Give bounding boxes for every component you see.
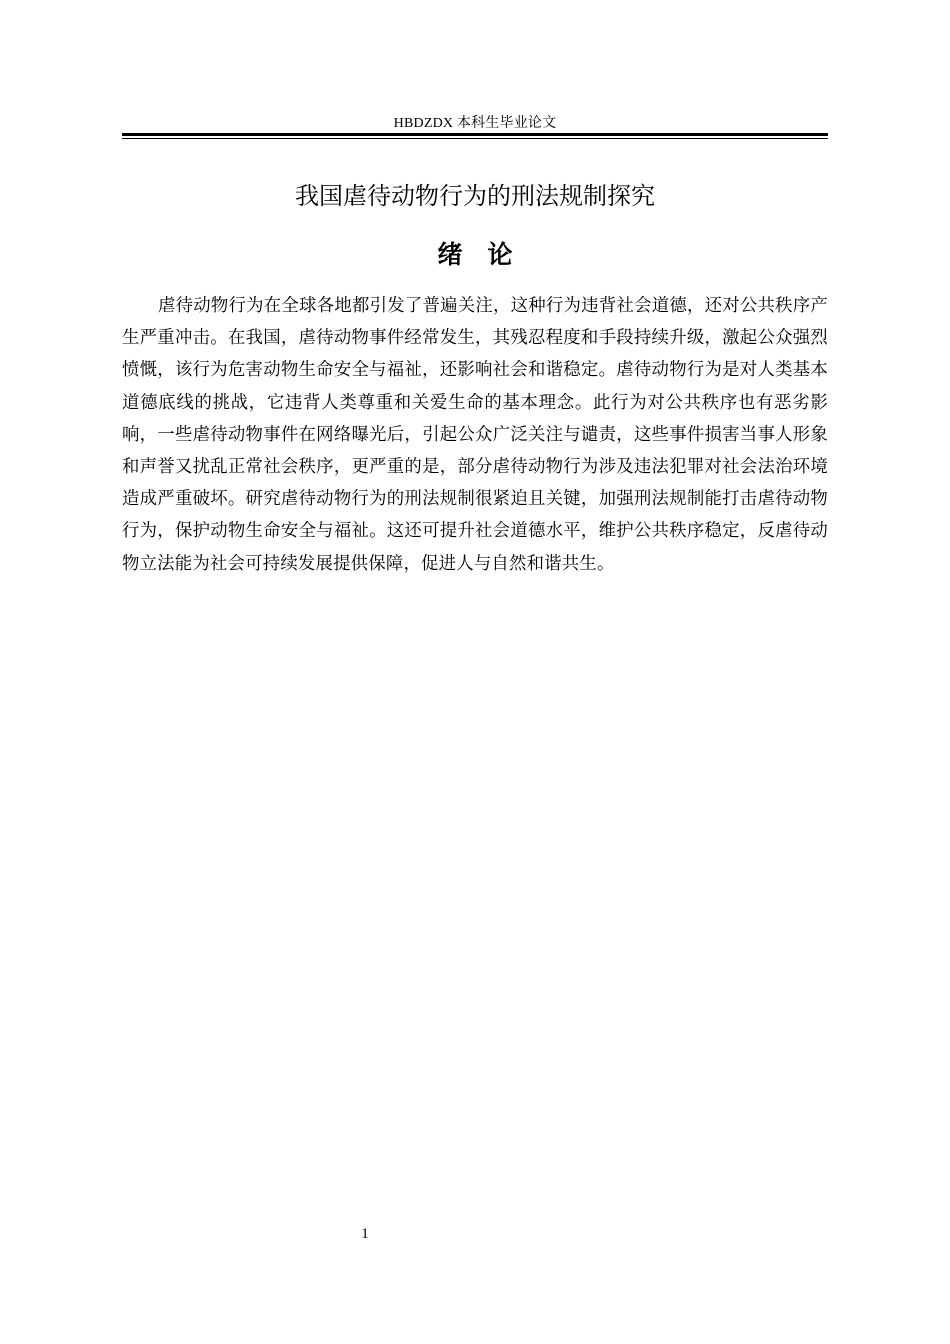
page-number: 1 [361, 1226, 369, 1242]
header-rule-thick [122, 133, 828, 136]
header-rule-thin [122, 138, 828, 139]
body-paragraph: 虐待动物行为在全球各地都引发了普遍关注，这种行为违背社会道德，还对公共秩序产生严重冲击。在我国，虐待动物事件经常发生，其残忍程度和手段持续升级，激起公众强烈愤慨，该行为危害动物生命安全与福祉，还影响社会和谐稳定。虐待动物行为是对人类基本道德底线的挑战，它违背人类尊重和关爱生命的基本理念。此行为对公共秩序也有恶劣影响，一些虐待动物事件在网络曝光后，引起公众广泛关注与谴责，这些事件损害当事人形象和声誉又扰乱正常社会秩序，更严重的是，部分虐待动物行为涉及违法犯罪对社会法治环境造成严重破坏。研究虐待动物行为的刑法规制很紧迫且关键，加强刑法规制能打击虐待动物行为，保护动物生命安全与福祉。这还可提升社会道德水平，维护公共秩序稳定，反虐待动物立法能为社会可持续发展提供保障，促进人与自然和谐共生。 [122, 296, 828, 574]
running-header: HBDZDX 本科生毕业论文 [393, 116, 557, 131]
document-title: 我国虐待动物行为的刑法规制探究 [295, 182, 655, 210]
section-heading: 绪 论 [437, 240, 513, 269]
